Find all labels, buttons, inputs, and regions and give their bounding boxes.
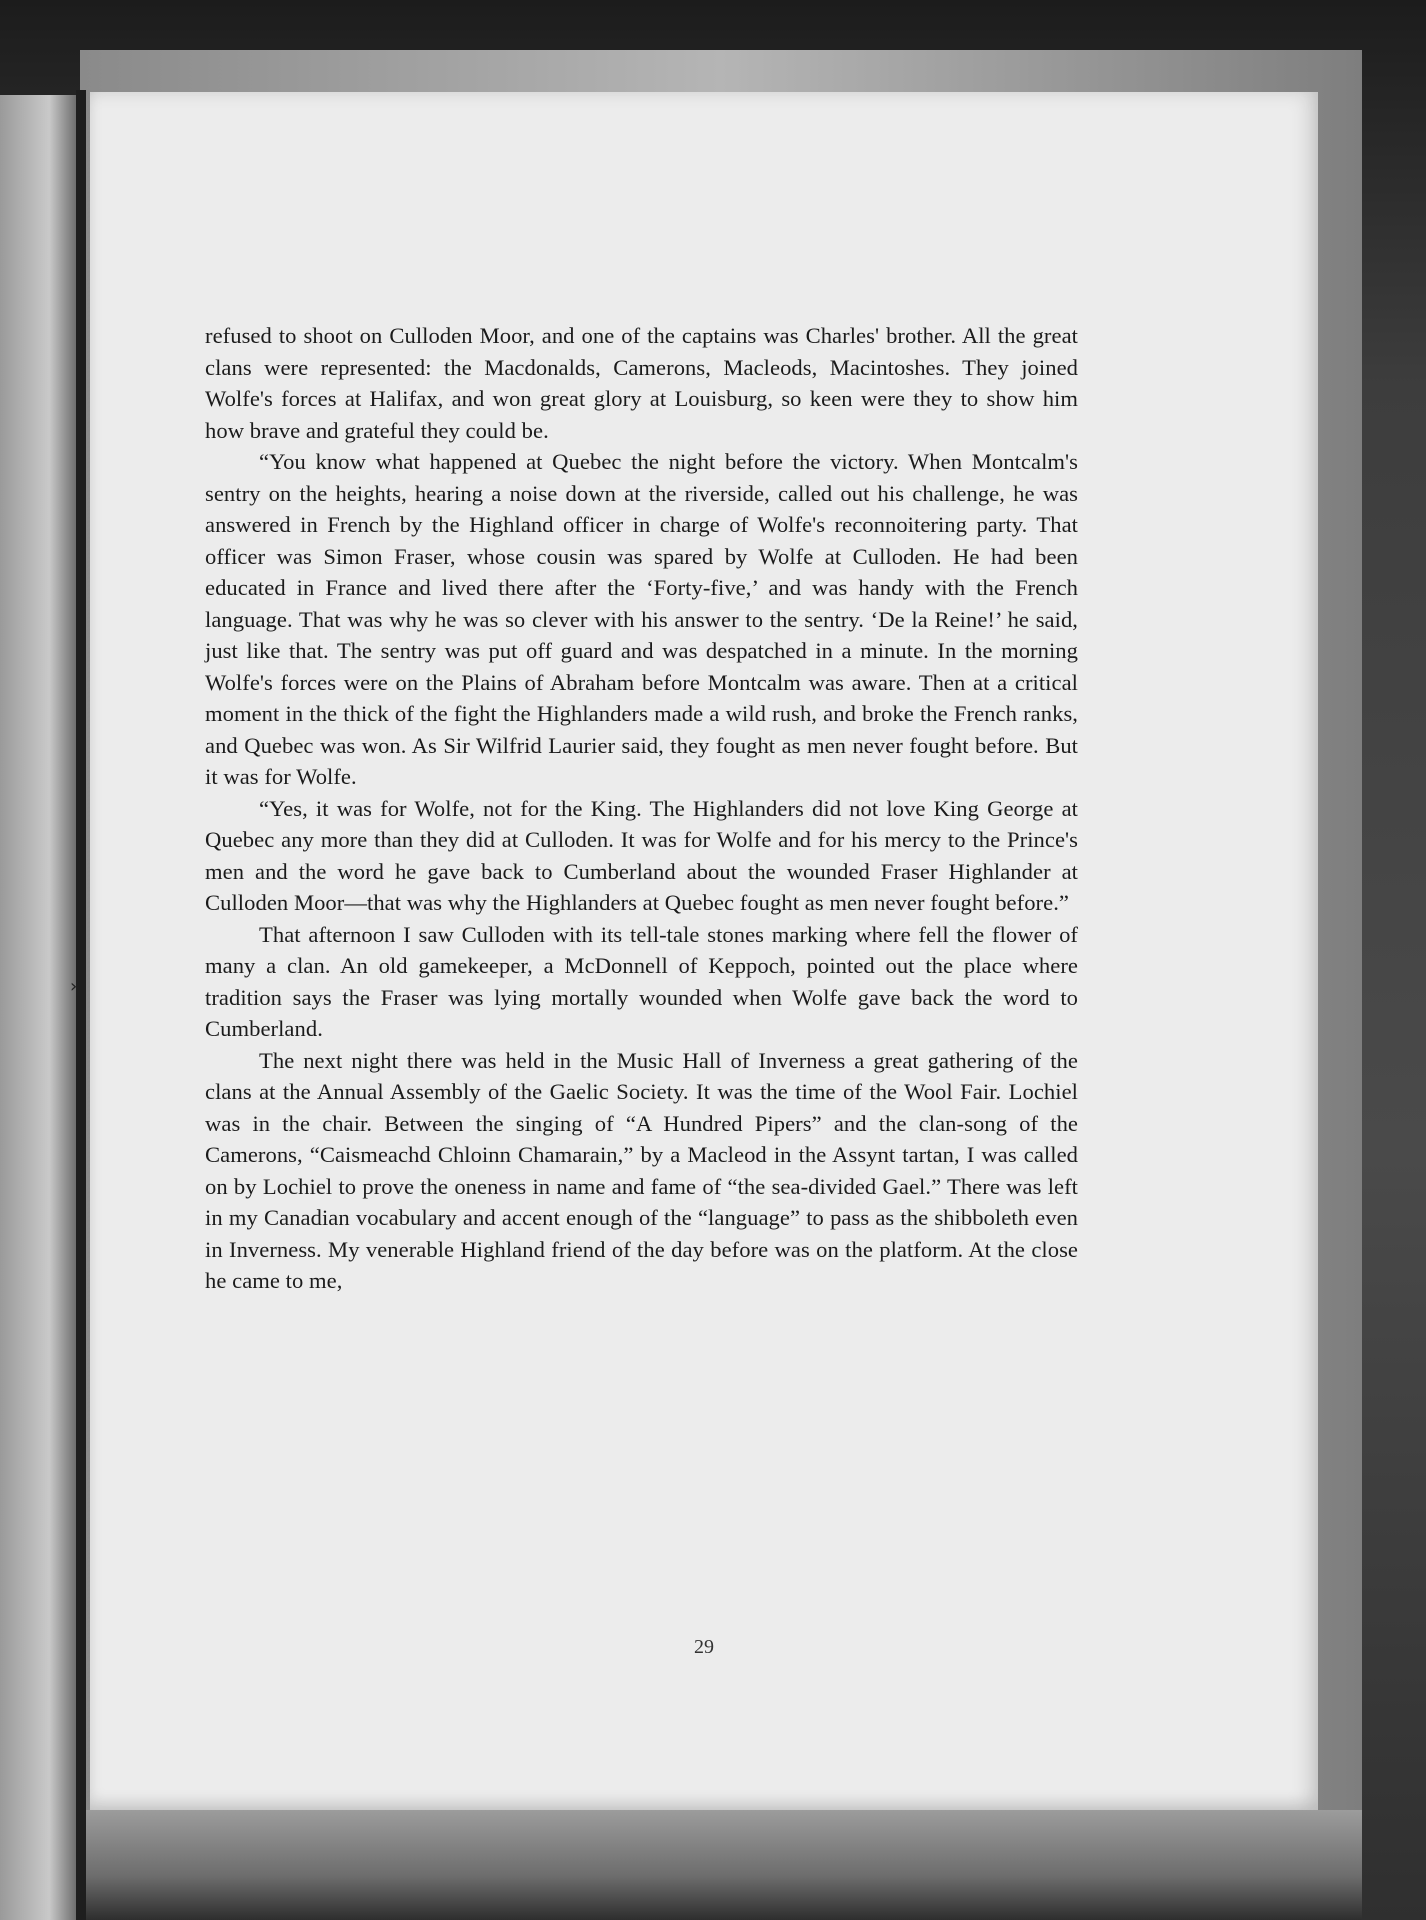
page-number: 29 bbox=[694, 1636, 714, 1658]
book-page bbox=[90, 92, 1318, 1810]
book-spine bbox=[76, 90, 86, 1920]
paragraph-2: “You know what happened at Quebec the night before the victory. When Montcalm's sentry on the heights, hearing a noise down at the riverside, called out his challenge, he was answered in French by the Highland officer in charge of Wolfe's reconnoitering party. That officer was Simon Fraser, whose cousin was spared by Wolfe at Culloden. He had been educated in France and lived there after the ‘Forty-five,’ and was handy with the French language. That was why he was so clever with his answer to the sentry. ‘De la Reine!’ he said, just like that. The sentry was put off guard and was despatched in a minute. In the morning Wolfe's forces were on the Plains of Abraham before Montcalm was aware. Then at a critical moment in the thick of the fight the Highlanders made a wild rush, and broke the French ranks, and Quebec was won. As Sir Wilfrid Laurier said, they fought as men never fought before. But it was for Wolfe. bbox=[205, 449, 1078, 789]
paragraph-4: That afternoon I saw Culloden with its tell-tale stones marking where fell the flower of many a clan. An old gamekeeper, a McDonnell of Keppoch, pointed out the place where tradition says the Fraser was lying mortally wounded when Wolfe gave back the word to Cumberland. bbox=[205, 921, 1078, 1041]
paragraph-5: The next night there was held in the Music Hall of Inverness a great gathering of the clans at the Annual Assembly of the Gaelic Society. It was the time of the Wool Fair. Lochiel was in the chair. Between the singing of “A Hundred Pipers” and the clan-song of the Camerons, “Caismeachd Chloinn Chamarain,” by a Macleod in the Assynt tartan, I was called on by Lochiel to prove the oneness in name and fame of “the sea-divided Gael.” There was left in my Canadian vocabulary and accent enough of the “language” to pass as the shibboleth even in Inverness. My venerable Highland friend of the day before was on the platform. At the close he came to me, bbox=[205, 1047, 1078, 1293]
margin-mark: › bbox=[70, 976, 78, 997]
page-stack-bottom bbox=[80, 1810, 1362, 1920]
body-text bbox=[205, 320, 1078, 1297]
paragraph-1: refused to shoot on Culloden Moor, and one of the captains was Charles' brother. All the great clans were represented: the Macdonalds, Camerons, Macleods, Macintoshes. They joined Wolfe's forces at Halifax, and won great glory at Louisburg, so keen were they to show him how brave and grateful they could be. bbox=[205, 323, 1078, 443]
paragraph-3: “Yes, it was for Wolfe, not for the King. The Highlanders did not love King George at Quebec any more than they did at Culloden. It was for Wolfe and for his mercy to the Prince's men and the word he gave back to Cumberland about the wounded Fraser Highlander at Culloden Moor—that was why the Highlanders at Quebec fought as men never fought before.” bbox=[205, 795, 1078, 915]
facing-page-edge bbox=[0, 95, 82, 1920]
